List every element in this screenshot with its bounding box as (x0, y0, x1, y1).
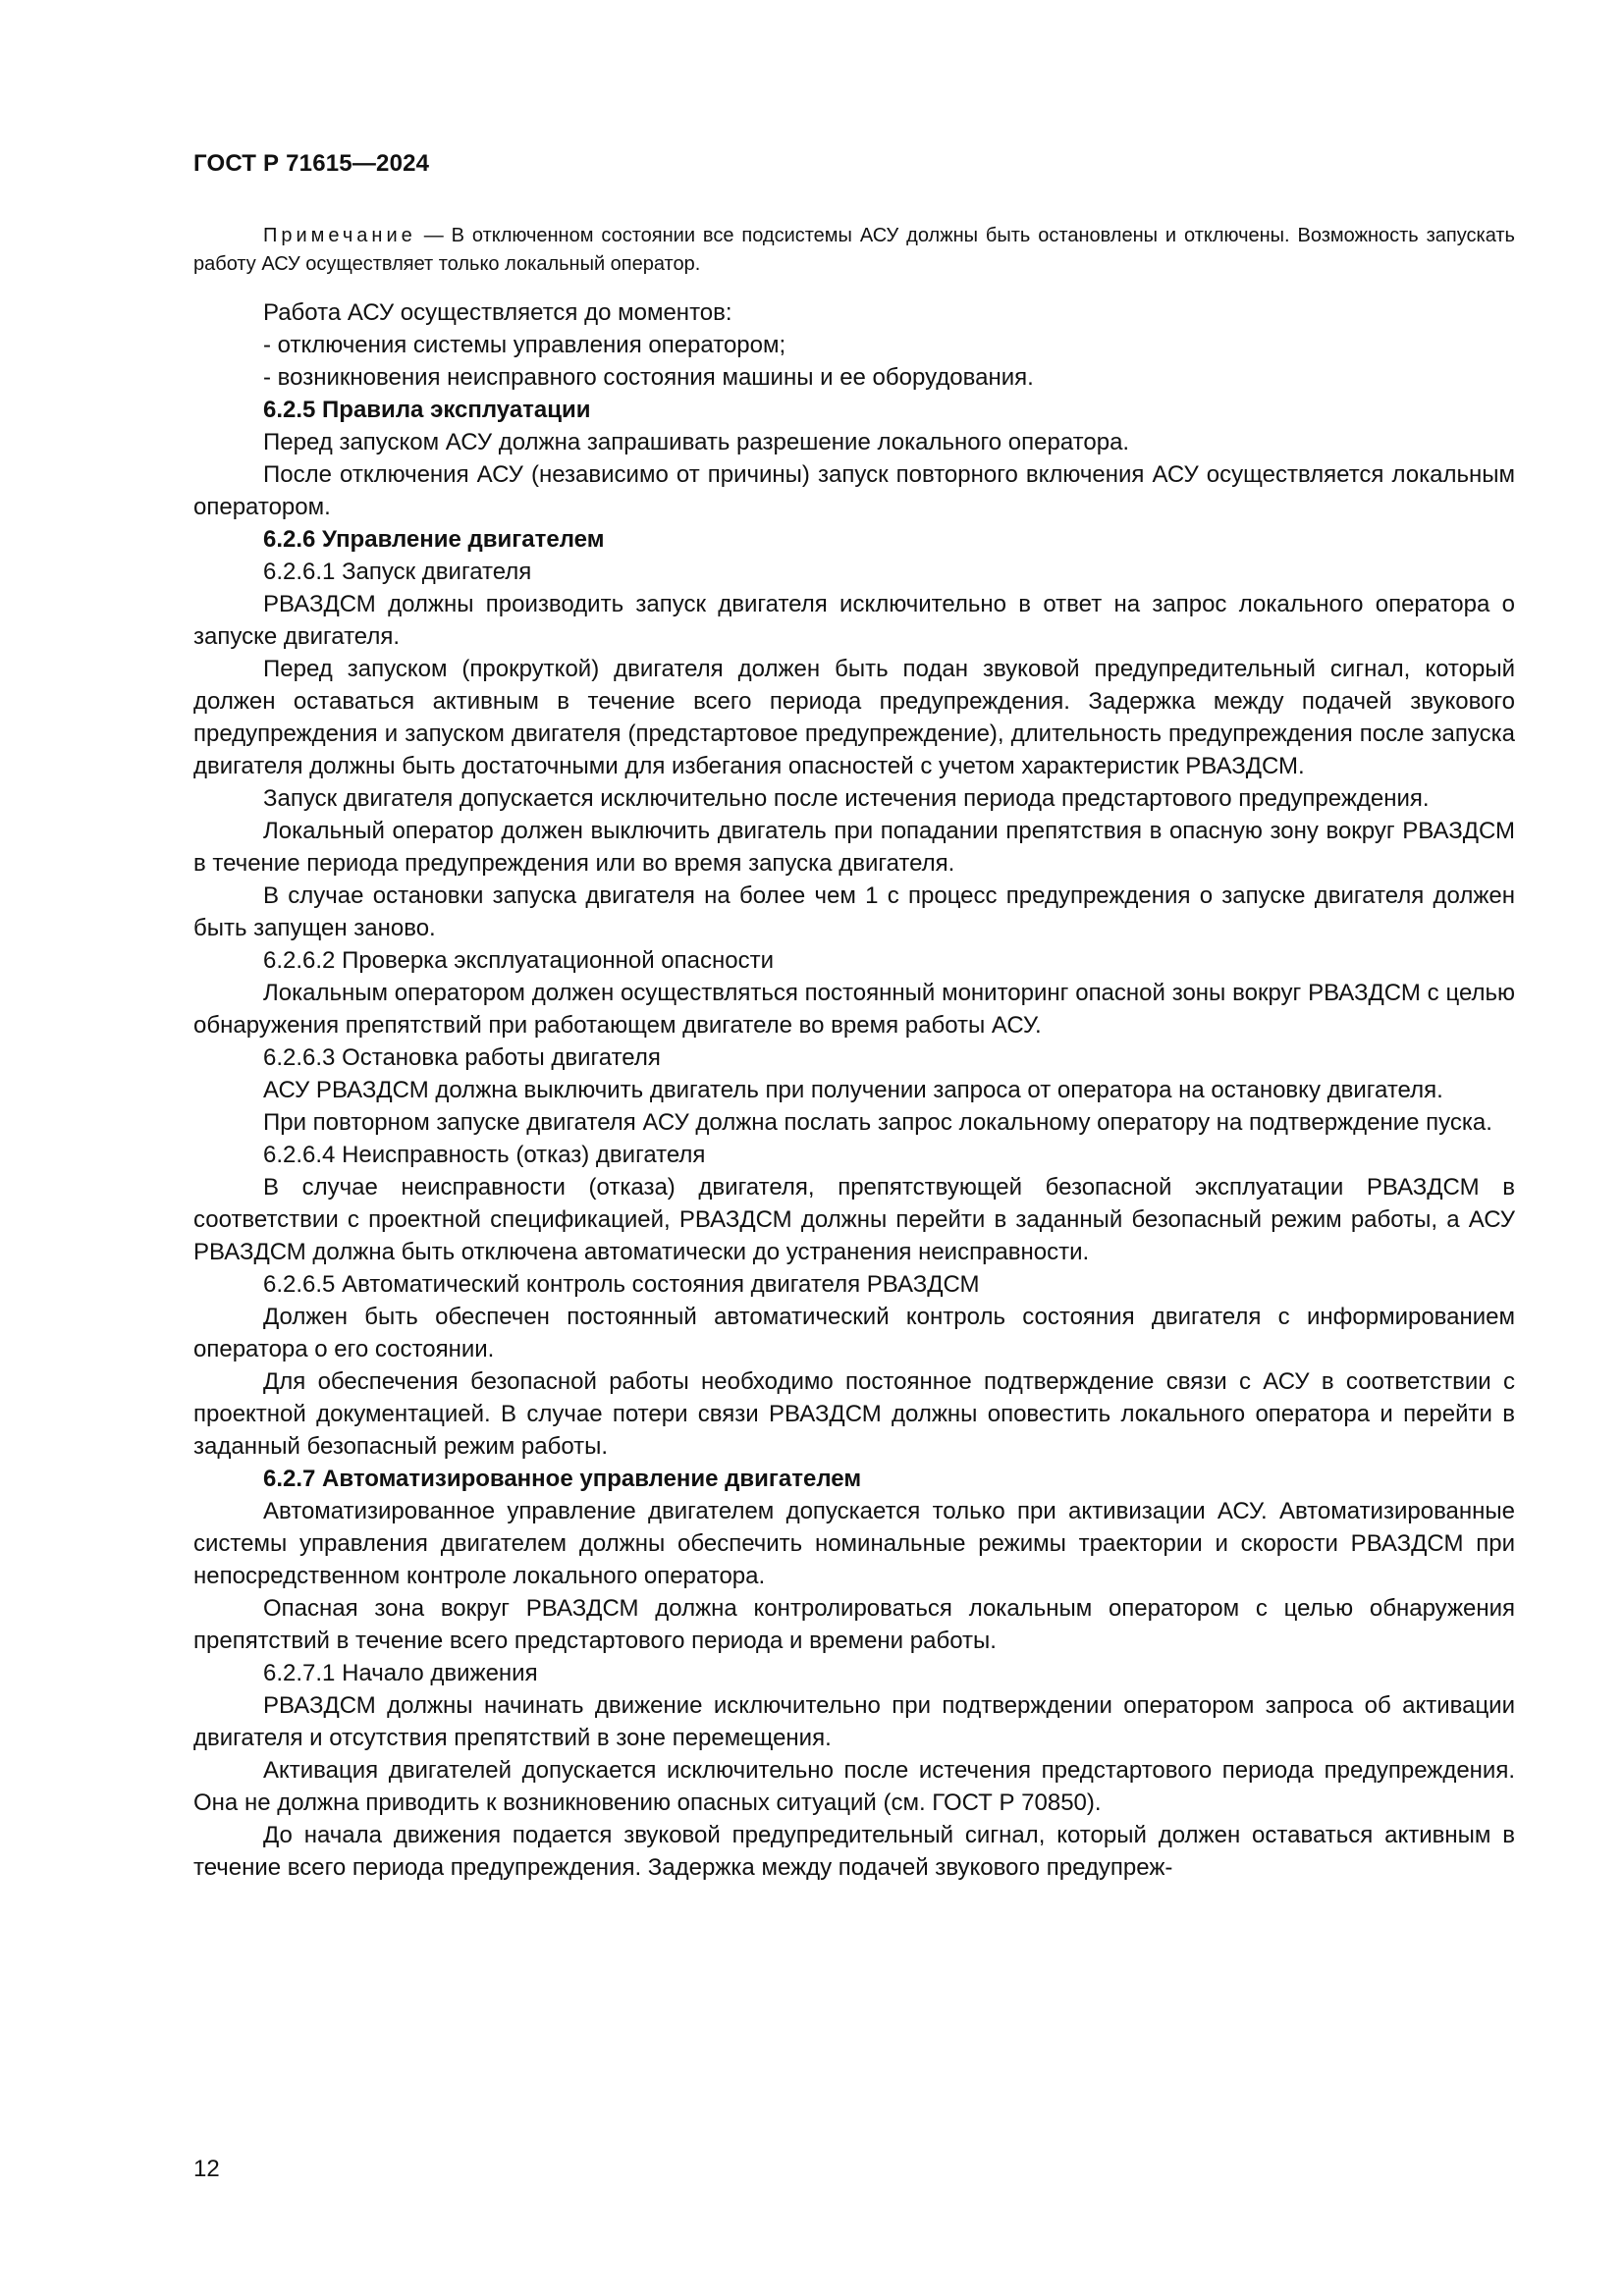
list-item: - возникновения неисправного состояния машины и ее оборудования. (263, 364, 1034, 391)
body-paragraph: 6.2.6.3 Остановка работы двигателя (263, 1044, 661, 1071)
body-paragraph: Перед запуском (прокруткой) двигателя должен быть подан звуковой предупредительный сигнал, который должен оставаться активным в течение всего периода предупреждения. Задержка между подачей звукового предупреждения и запуском двигателя (предстартовое предупреждение), длительность предупреждения после запуска двигателя должны быть достаточными для избегания опасностей с учетом характеристик РВАЗДСМ. (193, 656, 1515, 779)
section-heading: 6.2.5 Правила эксплуатации (263, 397, 591, 423)
list-item: - отключения системы управления оператором; (263, 332, 786, 358)
body-paragraph: Перед запуском АСУ должна запрашивать разрешение локального оператора. (263, 429, 1130, 455)
body-paragraph: Для обеспечения безопасной работы необходимо постоянное подтверждение связи с АСУ в соответствии с проектной документацией. В случае потери связи РВАЗДСМ должны оповестить локального оператора и перейти в заданный безопасный режим работы. (193, 1368, 1515, 1460)
document-header: ГОСТ Р 71615—2024 (193, 150, 430, 177)
body-paragraph: Запуск двигателя допускается исключительно после истечения периода предстартового предупреждения. (263, 785, 1430, 812)
body-paragraph: После отключения АСУ (независимо от причины) запуск повторного включения АСУ осуществляется локальным оператором. (193, 461, 1515, 520)
body-paragraph: Локальным оператором должен осуществляться постоянный мониторинг опасной зоны вокруг РВАЗДСМ с целью обнаружения препятствий при работающем двигателе во время работы АСУ. (193, 980, 1515, 1039)
body-paragraph: Работа АСУ осуществляется до моментов: (263, 299, 732, 326)
body-paragraph: 6.2.6.5 Автоматический контроль состояния двигателя РВАЗДСМ (263, 1271, 980, 1298)
body-paragraph: Локальный оператор должен выключить двигатель при попадании препятствия в опасную зону вокруг РВАЗДСМ в течение периода предупреждения или во время запуска двигателя. (193, 818, 1515, 877)
section-heading: 6.2.6 Управление двигателем (263, 526, 605, 553)
body-paragraph: В случае неисправности (отказа) двигателя, препятствующей безопасной эксплуатации РВАЗДСМ в соответствии с проектной спецификацией, РВАЗДСМ должны перейти в заданный безопасный режим работы, а АСУ РВАЗДСМ должна быть отключена автоматически до устранения неисправности. (193, 1174, 1515, 1265)
body-paragraph: 6.2.6.1 Запуск двигателя (263, 559, 532, 585)
body-paragraph: При повторном запуске двигателя АСУ должна послать запрос локальному оператору на подтверждение пуска. (263, 1109, 1492, 1136)
body-paragraph: Должен быть обеспечен постоянный автоматический контроль состояния двигателя с информированием оператора о его состоянии. (193, 1304, 1515, 1362)
page-number: 12 (193, 2156, 220, 2182)
note-paragraph (193, 222, 1515, 279)
body-paragraph: Опасная зона вокруг РВАЗДСМ должна контролироваться локальным оператором с целью обнаружения препятствий в течение всего предстартового периода и времени работы. (193, 1595, 1515, 1654)
document-body (193, 222, 1515, 1884)
body-paragraph: До начала движения подается звуковой предупредительный сигнал, который должен оставаться активным в течение всего периода предупреждения. Задержка между подачей звукового предупреж- (193, 1822, 1515, 1881)
section-heading: 6.2.7 Автоматизированное управление двигателем (263, 1466, 862, 1492)
note-text: В отключенном состоянии все подсистемы АСУ должны быть остановлены и отключены. Возможность запускать работу АСУ осуществляет только локальный оператор. (193, 225, 1515, 275)
body-paragraph: АСУ РВАЗДСМ должна выключить двигатель при получении запроса от оператора на остановку двигателя. (263, 1077, 1443, 1103)
body-paragraph: В случае остановки запуска двигателя на более чем 1 с процесс предупреждения о запуске двигателя должен быть запущен заново. (193, 882, 1515, 941)
body-paragraph: 6.2.6.2 Проверка эксплуатационной опасности (263, 947, 774, 974)
body-paragraph: Активация двигателей допускается исключительно после истечения предстартового периода предупреждения. Она не должна приводить к возникновению опасных ситуаций (см. ГОСТ Р 70850). (193, 1757, 1515, 1816)
body-paragraph: 6.2.6.4 Неисправность (отказ) двигателя (263, 1142, 706, 1168)
body-paragraph: 6.2.7.1 Начало движения (263, 1660, 538, 1686)
body-paragraph: РВАЗДСМ должны начинать движение исключительно при подтверждении оператором запроса об активации двигателя и отсутствия препятствий в зоне перемещения. (193, 1692, 1515, 1751)
body-paragraph: РВАЗДСМ должны производить запуск двигателя исключительно в ответ на запрос локального оператора о запуске двигателя. (193, 591, 1515, 650)
body-paragraph: Автоматизированное управление двигателем допускается только при активизации АСУ. Автоматизированные системы управления двигателем должны обеспечить номинальные режимы траектории и скорости РВАЗДСМ при непосредственном контроле локального оператора. (193, 1498, 1515, 1589)
note-label: Примечание (263, 225, 416, 246)
note-dash: — (415, 225, 452, 246)
